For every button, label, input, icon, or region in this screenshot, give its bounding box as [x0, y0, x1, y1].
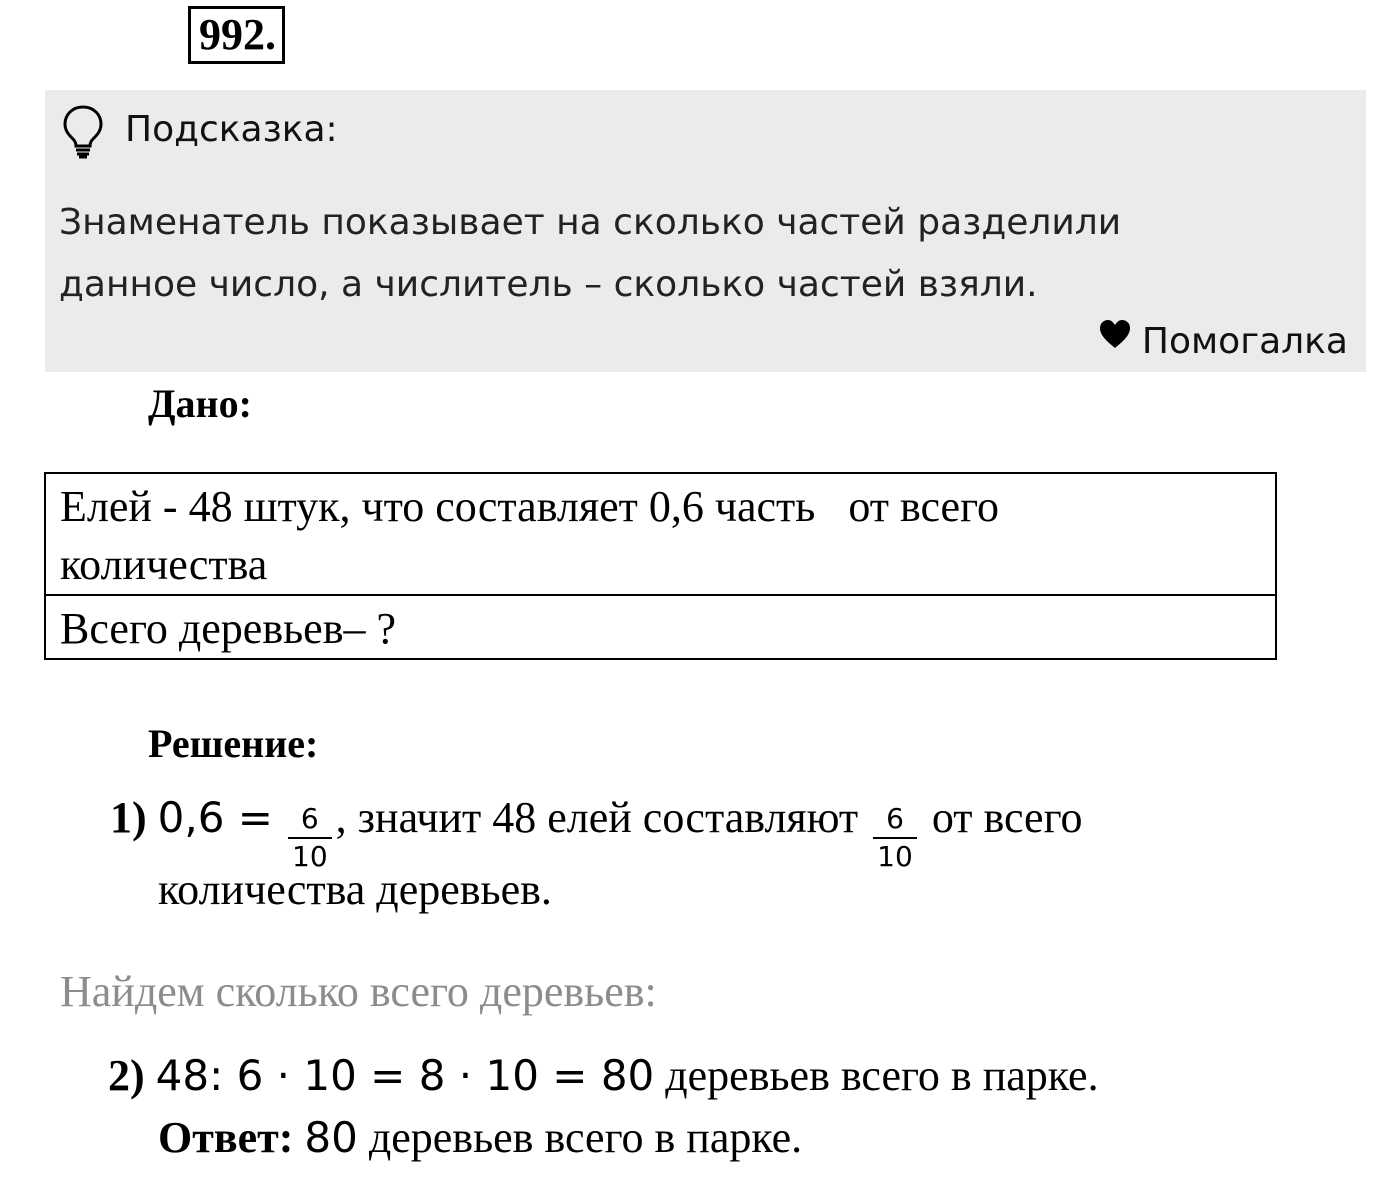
step-2-text: деревьев всего в парке. — [654, 1051, 1099, 1100]
fraction-6-10-second — [873, 801, 917, 875]
hint-box — [45, 90, 1366, 372]
step-1-number: 1) — [110, 793, 147, 842]
task-number: 992. — [188, 6, 285, 64]
fraction-2-denominator: 10 — [877, 840, 913, 873]
hint-credit — [1098, 316, 1348, 368]
fraction-1-numerator: 6 — [288, 801, 332, 839]
step-2-expression: 48: 6 · 10 = 8 · 10 = 80 — [155, 1051, 655, 1100]
fraction-2-numerator: 6 — [873, 801, 917, 839]
lightbulb-icon — [61, 104, 105, 160]
answer-text: деревьев всего в парке. — [357, 1113, 803, 1162]
given-row-condition — [46, 474, 1275, 594]
step-1-lhs: 0,6 = — [157, 793, 273, 842]
solution-step-2 — [108, 1046, 1099, 1106]
answer-line — [158, 1108, 802, 1168]
hint-text — [59, 192, 1339, 316]
given-condition-line-1: Елей - 48 штук, что составляет 0,6 часть от всего — [60, 482, 1000, 531]
given-condition-line-2: количества — [60, 540, 268, 589]
step-1-middle: , значит 48 елей составляют — [335, 793, 859, 842]
solution-heading: Решение: — [148, 721, 319, 766]
answer-value: 80 — [304, 1113, 358, 1162]
find-total-text: Найдем сколько всего деревьев: — [60, 967, 657, 1016]
solution-step-1-line-2: количества деревьев. — [158, 865, 552, 914]
hint-credit-label: Помогалка — [1141, 321, 1348, 362]
step-2-number: 2) — [108, 1051, 145, 1100]
heart-icon — [1098, 319, 1132, 349]
given-table — [44, 472, 1277, 660]
given-row-question: Всего деревьев– ? — [46, 594, 1275, 658]
hint-text-line-2: данное число, а числитель – сколько частей взяли. — [59, 264, 1038, 305]
answer-label: Ответ: — [158, 1113, 294, 1162]
hint-text-line-1: Знаменатель показывает на сколько частей разделили — [59, 202, 1122, 243]
given-heading: Дано: — [148, 381, 252, 426]
fraction-1-denominator: 10 — [292, 840, 328, 873]
step-1-tail: от всего — [931, 793, 1083, 842]
hint-title: Подсказка: — [125, 109, 338, 150]
